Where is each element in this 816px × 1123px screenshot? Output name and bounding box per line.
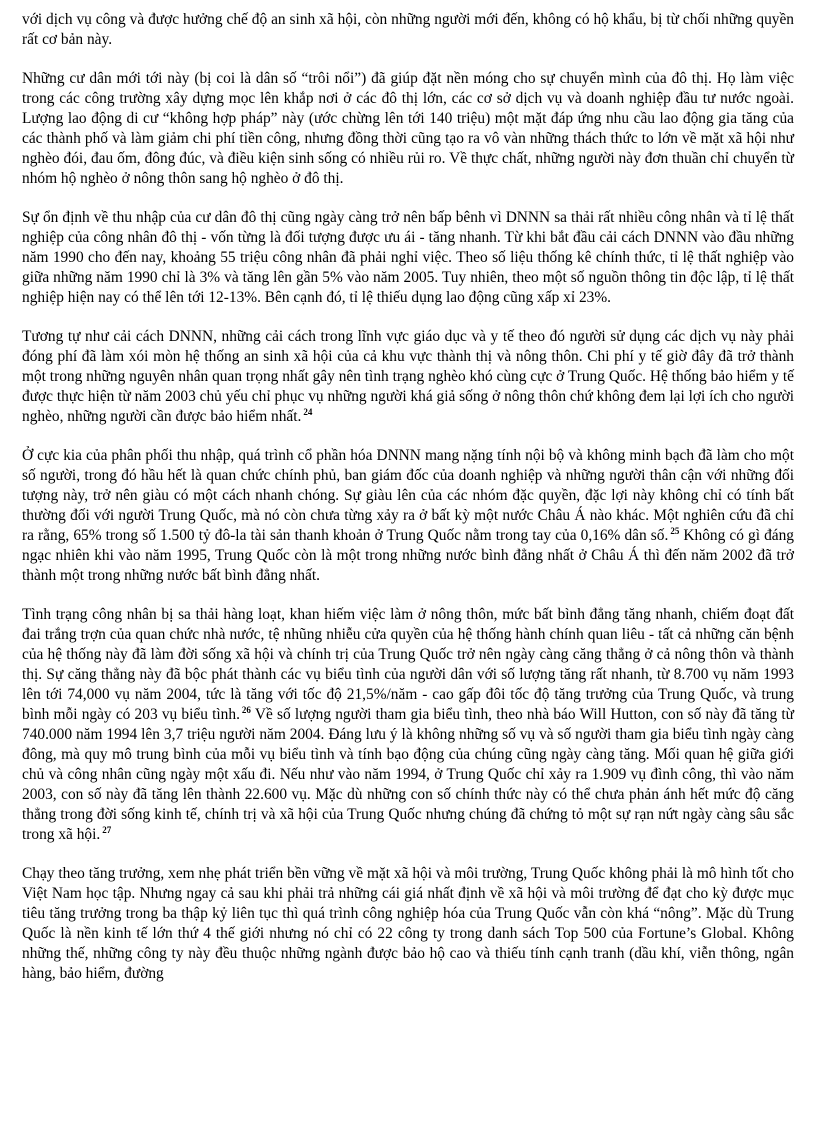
paragraph-5 <box>22 446 794 586</box>
paragraph-text: Tình trạng công nhân bị sa thải hàng loạt, khan hiếm việc làm ở nông thôn, mức bất bình đẳng tăng nhanh, chiếm đoạt đất đai trắng trợn của quan chức nhà nước, tệ nhũng nhiễu cửa quyền của hệ thống hành chính quan liêu - tất cả những căn bệnh của hệ thống này đã làm đời sống xã hội và chính trị của Trung Quốc trở nên ngày càng căng thẳng ở cả nông thôn và thành thị. Sự căng thẳng này đã bộc phát thành các vụ biểu tình của người dân với số lượng tăng rất nhanh, từ 8.700 vụ năm 1993 lên tới 74,000 vụ năm 2004, tức là tăng với tốc độ 21,5%/năm - cao gấp đôi tốc độ tăng trưởng của Trung Quốc, và trung bình mỗi ngày có 203 vụ biểu tình. <box>22 606 794 723</box>
footnote-marker-25: 25 <box>670 525 680 536</box>
paragraph-text: Những cư dân mới tới này (bị coi là dân số “trôi nổi”) đã giúp đặt nền móng cho sự chuyển mình của đô thị. Họ làm việc trong các công trường xây dựng mọc lên khắp nơi ở các đô thị lớn, các cơ sở dịch vụ và doanh nghiệp đầu tư nước ngoài. Lượng lao động di cư “không hợp pháp” này (ước chừng lên tới 140 triệu) một mặt đáp ứng nhu cầu lao động gia tăng của các thành phố và làm giảm chi phí tiền công, nhưng đồng thời cũng tạo ra vô vàn những thách thức to lớn về mặt xã hội như nghèo đói, đau ốm, đông đúc, và điều kiện sinh sống có nhiều rủi ro. Về thực chất, những người này đơn thuần chỉ chuyển từ nhóm hộ nghèo ở nông thôn sang hộ nghèo ở đô thị. <box>22 70 794 187</box>
paragraph-text: Sự ổn định về thu nhập của cư dân đô thị cũng ngày càng trở nên bấp bênh vì DNNN sa thải rất nhiều công nhân và tỉ lệ thất nghiệp của công nhân đô thị - vốn từng là đối tượng được ưu ái - tăng nhanh. Từ khi bắt đầu cải cách DNNN vào đầu những năm 1990 cho đến nay, khoảng 55 triệu công nhân đã phải nghỉ việc. Theo số liệu thống kê chính thức, tỉ lệ thất nghiệp vào giữa những năm 1990 chỉ là 3% và tăng lên gần 5% vào năm 2005. Tuy nhiên, theo một số nguồn thông tin độc lập, tỉ lệ thất nghiệp hiện nay có thể lên tới 12-13%. Bên cạnh đó, tỉ lệ thiếu dụng lao động cũng xấp xỉ 23%. <box>22 209 794 306</box>
footnote-marker-24: 24 <box>303 406 313 417</box>
paragraph-4 <box>22 327 794 427</box>
paragraph-text: Ở cực kia của phân phối thu nhập, quá trình cổ phần hóa DNNN mang nặng tính nội bộ và không minh bạch đã làm cho một số người, trong đó hầu hết là quan chức chính phủ, ban giám đốc của doanh nghiệp và những người thân cận với những đối tượng này, trở nên giàu có một cách nhanh chóng. Sự giàu lên của các nhóm đặc quyền, đặc lợi này không chỉ có tính bất thường đối với người Trung Quốc, mà nó còn chưa từng xảy ra ở bất kỳ một nước Châu Á nào khác. Một nghiên cứu đã chỉ ra rằng, 65% trong số 1.500 tỷ đô-la tài sản thanh khoản ở Trung Quốc nằm trong tay của 0,16% dân số. <box>22 447 794 544</box>
footnote-marker-27: 27 <box>102 824 112 835</box>
footnote-marker-26: 26 <box>241 704 251 715</box>
paragraph-text: với dịch vụ công và được hưởng chế độ an sinh xã hội, còn những người mới đến, không có hộ khẩu, bị từ chối những quyền rất cơ bản này. <box>22 11 794 48</box>
paragraph-text: Tương tự như cải cách DNNN, những cải cách trong lĩnh vực giáo dục và y tế theo đó người sử dụng các dịch vụ này phải đóng phí đã làm xói mòn hệ thống an sinh xã hội của cả khu vực thành thị và nông thôn. Chi phí y tế giờ đây đã trở thành một trong những nguyên nhân quan trọng nhất gây nên tình trạng nghèo khó cùng cực ở Trung Quốc. Hệ thống bảo hiểm y tế được thực hiện từ năm 2003 chủ yếu chỉ phục vụ những người khá giả sống ở nông thôn chứ không đem lại lợi ích cho người nghèo, những người cần được bảo hiểm nhất. <box>22 328 794 425</box>
paragraph-3 <box>22 208 794 308</box>
document-page <box>22 10 794 1003</box>
paragraph-text-continued: Về số lượng người tham gia biểu tình, theo nhà báo Will Hutton, con số này đã tăng từ 740.000 năm 1994 lên 3,7 triệu người năm 2004. Đáng lưu ý là không những số vụ và số người tham gia biểu tình ngày càng đông, mà quy mô trung bình của mỗi vụ biểu tình và tính bạo động của chúng cũng ngày càng tăng. Mối quan hệ giữa giới chủ và công nhân cũng ngày một xấu đi. Nếu như vào năm 1994, ở Trung Quốc chỉ xảy ra 1.909 vụ đình công, thì vào năm 2003, con số này đã tăng lên thành 22.600 vụ. Mặc dù những con số chính thức này có thể chưa phản ánh hết mức độ căng thẳng trong đời sống kinh tế, chính trị và xã hội của Trung Quốc nhưng chúng đã chứng tỏ một sự rạn nứt ngày càng sâu sắc trong xã hội. <box>22 706 794 843</box>
paragraph-7 <box>22 864 794 984</box>
paragraph-text: Chạy theo tăng trưởng, xem nhẹ phát triển bền vững về mặt xã hội và môi trường, Trung Quốc không phải là mô hình tốt cho Việt Nam học tập. Nhưng ngay cả sau khi phải trả những cái giá nhất định về xã hội và môi trường để đạt cho kỳ được mục tiêu tăng trưởng trong ba thập kỷ liên tục thì quá trình công nghiệp hóa của Trung Quốc vẫn còn khá “nông”. Mặc dù Trung Quốc là nền kinh tế lớn thứ 4 thế giới nhưng nó chỉ có 22 công ty trong danh sách Top 500 của Fortune’s Global. Không những thế, những công ty này đều thuộc những ngành được bảo hộ cao và thiếu tính cạnh tranh (dầu khí, viễn thông, ngân hàng, bảo hiểm, đường <box>22 865 794 982</box>
paragraph-6 <box>22 605 794 845</box>
paragraph-1 <box>22 10 794 50</box>
paragraph-2 <box>22 69 794 189</box>
paragraph-text-continued: Không có gì đáng ngạc nhiên khi vào năm 1995, Trung Quốc còn là một trong những nước bình đẳng nhất ở Châu Á thì đến năm 2002 đã trở thành một trong những nước bất bình đẳng nhất. <box>22 527 795 584</box>
